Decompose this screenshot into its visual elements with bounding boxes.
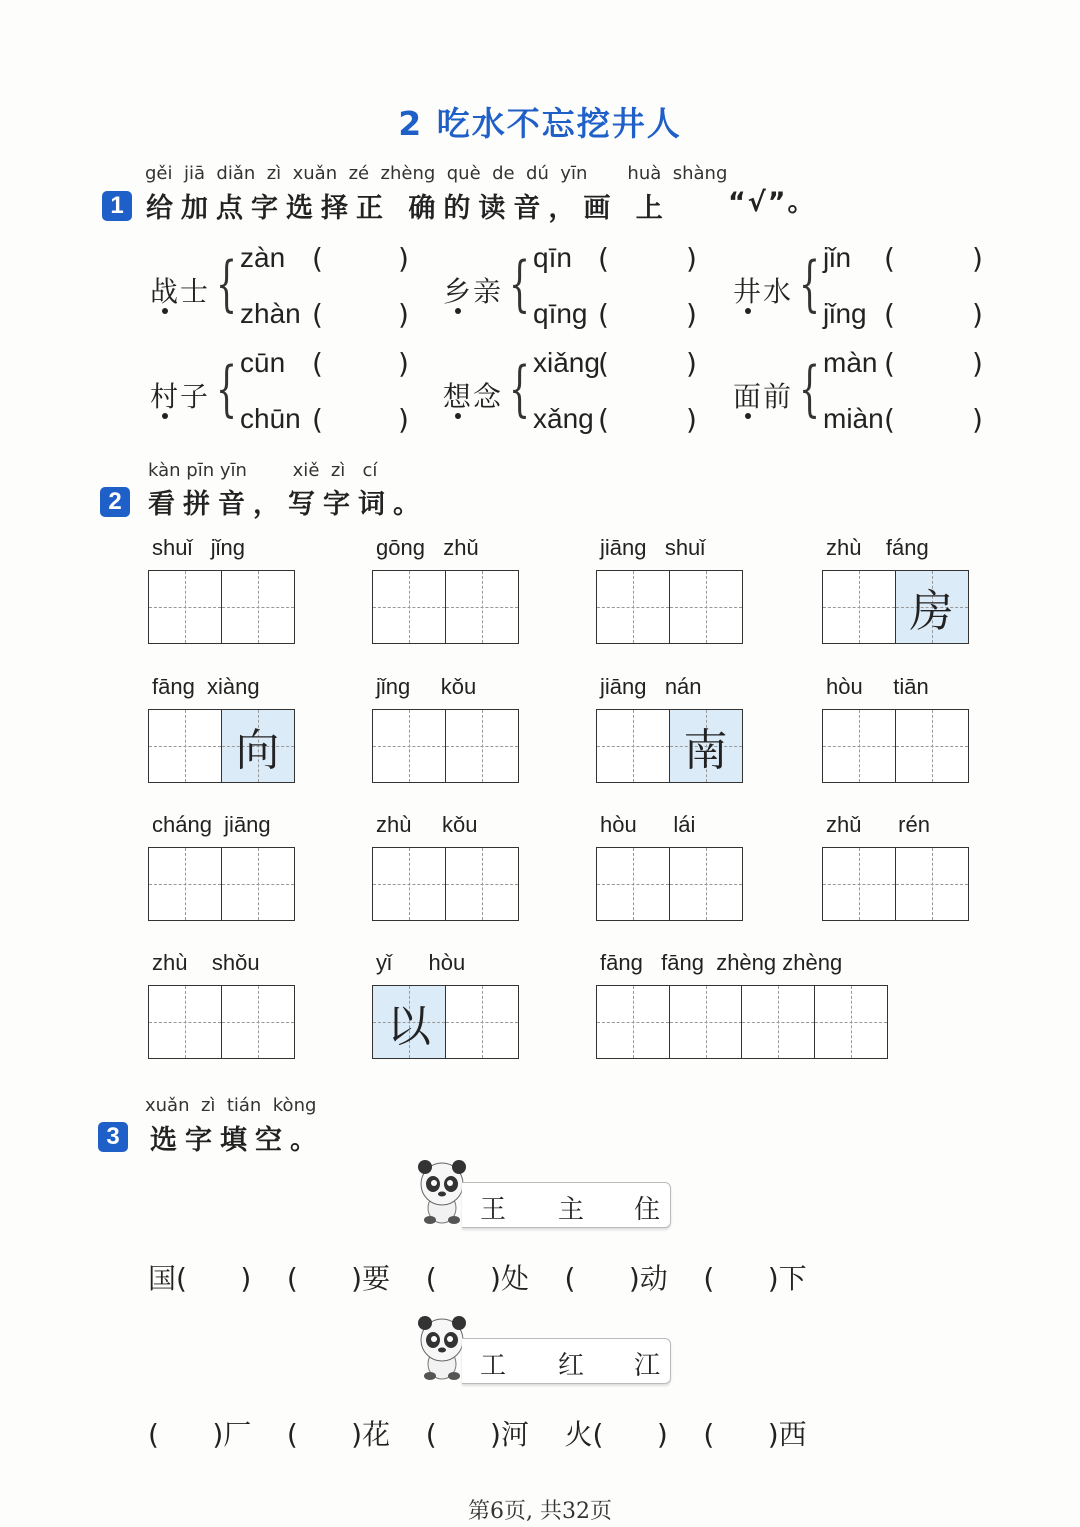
writing-cell[interactable] — [148, 847, 222, 921]
answer-paren-close[interactable]: ) — [398, 403, 409, 436]
q1-word: 乡亲 — [443, 275, 504, 308]
answer-paren-close[interactable]: ) — [398, 298, 409, 331]
writing-cell[interactable] — [596, 709, 670, 783]
q1-option-1: qīn — [533, 242, 572, 273]
given-char: 以 — [387, 1001, 431, 1052]
given-char — [597, 571, 669, 643]
q1-checkmark-hint: “√”。 — [728, 187, 817, 218]
tian-zi-grid — [822, 847, 969, 921]
writing-cell[interactable] — [221, 985, 295, 1059]
tian-zi-grid — [148, 847, 295, 921]
q1-option-2: miàn — [823, 403, 884, 434]
given-char — [149, 848, 221, 920]
brace-symbol: { — [799, 354, 821, 424]
q2-word-pinyin: jǐng kǒu — [376, 674, 477, 699]
given-char: 向 — [235, 725, 280, 776]
tian-zi-grid — [372, 847, 519, 921]
writing-cell[interactable] — [372, 709, 446, 783]
q1-pinyin: gěi jiā diǎn zì xuǎn zé zhèng què de dú yīn huà shàng — [145, 163, 728, 184]
q2-word-pinyin: zhǔ rén — [826, 812, 930, 837]
writing-cell[interactable] — [596, 847, 670, 921]
given-char — [597, 710, 669, 782]
choice-char: 江 — [634, 1351, 661, 1381]
answer-paren-open[interactable]: ( — [598, 347, 609, 380]
given-char — [373, 710, 445, 782]
q1-option-2: chūn — [240, 403, 301, 434]
given-char — [823, 848, 895, 920]
answer-paren-open[interactable]: ( — [884, 403, 895, 436]
given-char — [597, 848, 669, 920]
q1-option-2: zhàn — [240, 298, 301, 329]
given-char — [597, 986, 669, 1058]
answer-paren-close[interactable]: ) — [686, 298, 697, 331]
writing-cell[interactable] — [822, 709, 896, 783]
answer-paren-open[interactable]: ( — [598, 242, 609, 275]
answer-paren-open[interactable]: ( — [884, 298, 895, 331]
q1-option-2: qīng — [533, 298, 588, 329]
given-char — [446, 571, 518, 643]
tian-zi-grid — [596, 985, 888, 1059]
writing-cell[interactable] — [372, 847, 446, 921]
answer-paren-open[interactable]: ( — [598, 403, 609, 436]
given-char — [823, 710, 895, 782]
answer-paren-close[interactable]: ) — [972, 347, 983, 380]
given-char — [446, 848, 518, 920]
given-char — [222, 571, 294, 643]
writing-cell[interactable] — [221, 709, 295, 783]
writing-cell[interactable] — [669, 847, 743, 921]
writing-cell[interactable] — [596, 570, 670, 644]
q1-number-badge: 1 — [102, 191, 132, 221]
tian-zi-grid — [596, 709, 743, 783]
answer-paren-close[interactable]: ) — [398, 242, 409, 275]
q1-instruction: 给加点字选择正 确的读音，画 上 — [146, 193, 671, 224]
tian-zi-grid — [822, 709, 969, 783]
q2-word-pinyin: cháng jiāng — [152, 812, 271, 837]
given-char — [149, 710, 221, 782]
given-char — [670, 571, 742, 643]
q1-option-1: màn — [823, 347, 878, 378]
tian-zi-grid — [148, 570, 295, 644]
fill-line-1[interactable]: 国( ) ( )要 ( )处 ( )动 ( )下 — [148, 1262, 807, 1295]
q3-pinyin: xuǎn zì tián kòng — [145, 1095, 317, 1116]
writing-cell[interactable] — [148, 709, 222, 783]
writing-cell[interactable] — [445, 570, 519, 644]
choice-char: 王 — [480, 1195, 507, 1225]
q1-word: 战士 — [150, 275, 211, 308]
brace-symbol: { — [509, 249, 531, 319]
emphasis-dot — [455, 413, 461, 419]
brace-symbol: { — [799, 249, 821, 319]
choice-char: 红 — [558, 1351, 585, 1381]
given-char: 南 — [683, 725, 728, 776]
given-char — [222, 986, 294, 1058]
given-char — [670, 848, 742, 920]
given-char — [896, 710, 968, 782]
q2-pinyin: kàn pīn yīn xiě zì cí — [148, 460, 378, 481]
answer-paren-open[interactable]: ( — [884, 242, 895, 275]
emphasis-dot — [162, 413, 168, 419]
answer-paren-open[interactable]: ( — [598, 298, 609, 331]
q1-option-1: zàn — [240, 242, 286, 273]
writing-cell[interactable] — [445, 985, 519, 1059]
tian-zi-grid — [372, 985, 519, 1059]
answer-paren-close[interactable]: ) — [686, 403, 697, 436]
given-char — [149, 571, 221, 643]
given-char — [823, 571, 895, 643]
writing-cell[interactable] — [148, 985, 222, 1059]
tian-zi-grid — [822, 570, 969, 644]
q2-word-pinyin: hòu lái — [600, 812, 696, 837]
tian-zi-grid — [596, 570, 743, 644]
page-title: 2 吃水不忘挖井人 — [398, 104, 682, 143]
brace-symbol: { — [216, 354, 238, 424]
q3-instruction: 选字填空。 — [150, 1125, 325, 1156]
q1-word: 村子 — [150, 380, 211, 413]
q1-option-2: jǐng — [823, 298, 867, 329]
q2-word-pinyin: jiāng nán — [600, 674, 702, 699]
answer-paren-open[interactable]: ( — [884, 347, 895, 380]
writing-cell[interactable] — [669, 570, 743, 644]
tian-zi-grid — [148, 985, 295, 1059]
writing-cell[interactable] — [895, 847, 969, 921]
answer-paren-open[interactable]: ( — [312, 242, 323, 275]
choice-char: 工 — [480, 1351, 507, 1381]
q2-word-pinyin: hòu tiān — [826, 674, 929, 699]
brace-symbol: { — [216, 249, 238, 319]
choice-box-1 — [462, 1182, 671, 1228]
writing-cell[interactable] — [822, 847, 896, 921]
writing-cell[interactable] — [669, 709, 743, 783]
writing-cell[interactable] — [221, 570, 295, 644]
q2-word-pinyin: fāng xiàng — [152, 674, 260, 699]
answer-paren-close[interactable]: ) — [398, 347, 409, 380]
tian-zi-grid — [596, 847, 743, 921]
tian-zi-grid — [148, 709, 295, 783]
given-char — [670, 986, 742, 1058]
writing-cell[interactable] — [822, 570, 896, 644]
choice-char: 主 — [558, 1195, 585, 1225]
emphasis-dot — [745, 413, 751, 419]
q2-word-pinyin: zhù kǒu — [376, 812, 478, 837]
q1-word: 面前 — [733, 380, 794, 413]
answer-paren-open[interactable]: ( — [312, 347, 323, 380]
q3-number-badge: 3 — [98, 1122, 128, 1152]
q2-number-badge: 2 — [100, 487, 130, 517]
q1-option-1: xiǎng — [533, 347, 600, 378]
given-char — [373, 848, 445, 920]
tian-zi-grid — [372, 709, 519, 783]
brace-symbol: { — [509, 354, 531, 424]
q2-word-pinyin: shuǐ jǐng — [152, 535, 245, 560]
given-char — [446, 710, 518, 782]
q2-word-pinyin: yǐ hòu — [376, 950, 466, 975]
given-char — [742, 986, 814, 1058]
answer-paren-close[interactable]: ) — [972, 403, 983, 436]
q2-word-pinyin: zhù fáng — [826, 535, 929, 560]
q2-word-pinyin: fāng fāng zhèng zhèng — [600, 950, 843, 975]
writing-cell[interactable] — [148, 570, 222, 644]
q1-word: 井水 — [733, 275, 794, 308]
given-char — [149, 986, 221, 1058]
writing-cell[interactable] — [895, 570, 969, 644]
writing-cell[interactable] — [372, 985, 446, 1059]
q2-instruction: 看拼音，写字词。 — [148, 489, 428, 520]
writing-cell[interactable] — [445, 709, 519, 783]
choice-box-2 — [462, 1338, 671, 1384]
answer-paren-close[interactable]: ) — [686, 242, 697, 275]
emphasis-dot — [455, 308, 461, 314]
fill-line-2[interactable]: ( )厂 ( )花 ( )河 火( ) ( )西 — [148, 1418, 807, 1451]
tian-zi-grid — [372, 570, 519, 644]
writing-cell[interactable] — [221, 847, 295, 921]
page-footer: 第6页, 共32页 — [468, 1499, 612, 1524]
writing-cell[interactable] — [669, 985, 743, 1059]
emphasis-dot — [745, 308, 751, 314]
writing-cell[interactable] — [741, 985, 815, 1059]
writing-cell[interactable] — [895, 709, 969, 783]
given-char — [373, 571, 445, 643]
answer-paren-close[interactable]: ) — [972, 298, 983, 331]
q2-word-pinyin: jiāng shuǐ — [600, 535, 706, 560]
given-char — [446, 986, 518, 1058]
writing-cell[interactable] — [596, 985, 670, 1059]
answer-paren-open[interactable]: ( — [312, 403, 323, 436]
given-char: 房 — [909, 586, 954, 637]
answer-paren-close[interactable]: ) — [972, 242, 983, 275]
answer-paren-open[interactable]: ( — [312, 298, 323, 331]
q1-word: 想念 — [443, 380, 504, 413]
emphasis-dot — [162, 308, 168, 314]
choice-char: 住 — [634, 1195, 661, 1225]
q1-option-1: jǐn — [823, 242, 852, 273]
writing-cell[interactable] — [445, 847, 519, 921]
given-char — [222, 848, 294, 920]
q1-option-1: cūn — [240, 347, 286, 378]
writing-cell[interactable] — [372, 570, 446, 644]
q2-word-pinyin: gōng zhǔ — [376, 535, 479, 560]
given-char — [815, 986, 887, 1058]
q1-option-2: xǎng — [533, 403, 594, 434]
answer-paren-close[interactable]: ) — [686, 347, 697, 380]
writing-cell[interactable] — [814, 985, 888, 1059]
given-char — [896, 848, 968, 920]
q2-word-pinyin: zhù shǒu — [152, 950, 260, 975]
